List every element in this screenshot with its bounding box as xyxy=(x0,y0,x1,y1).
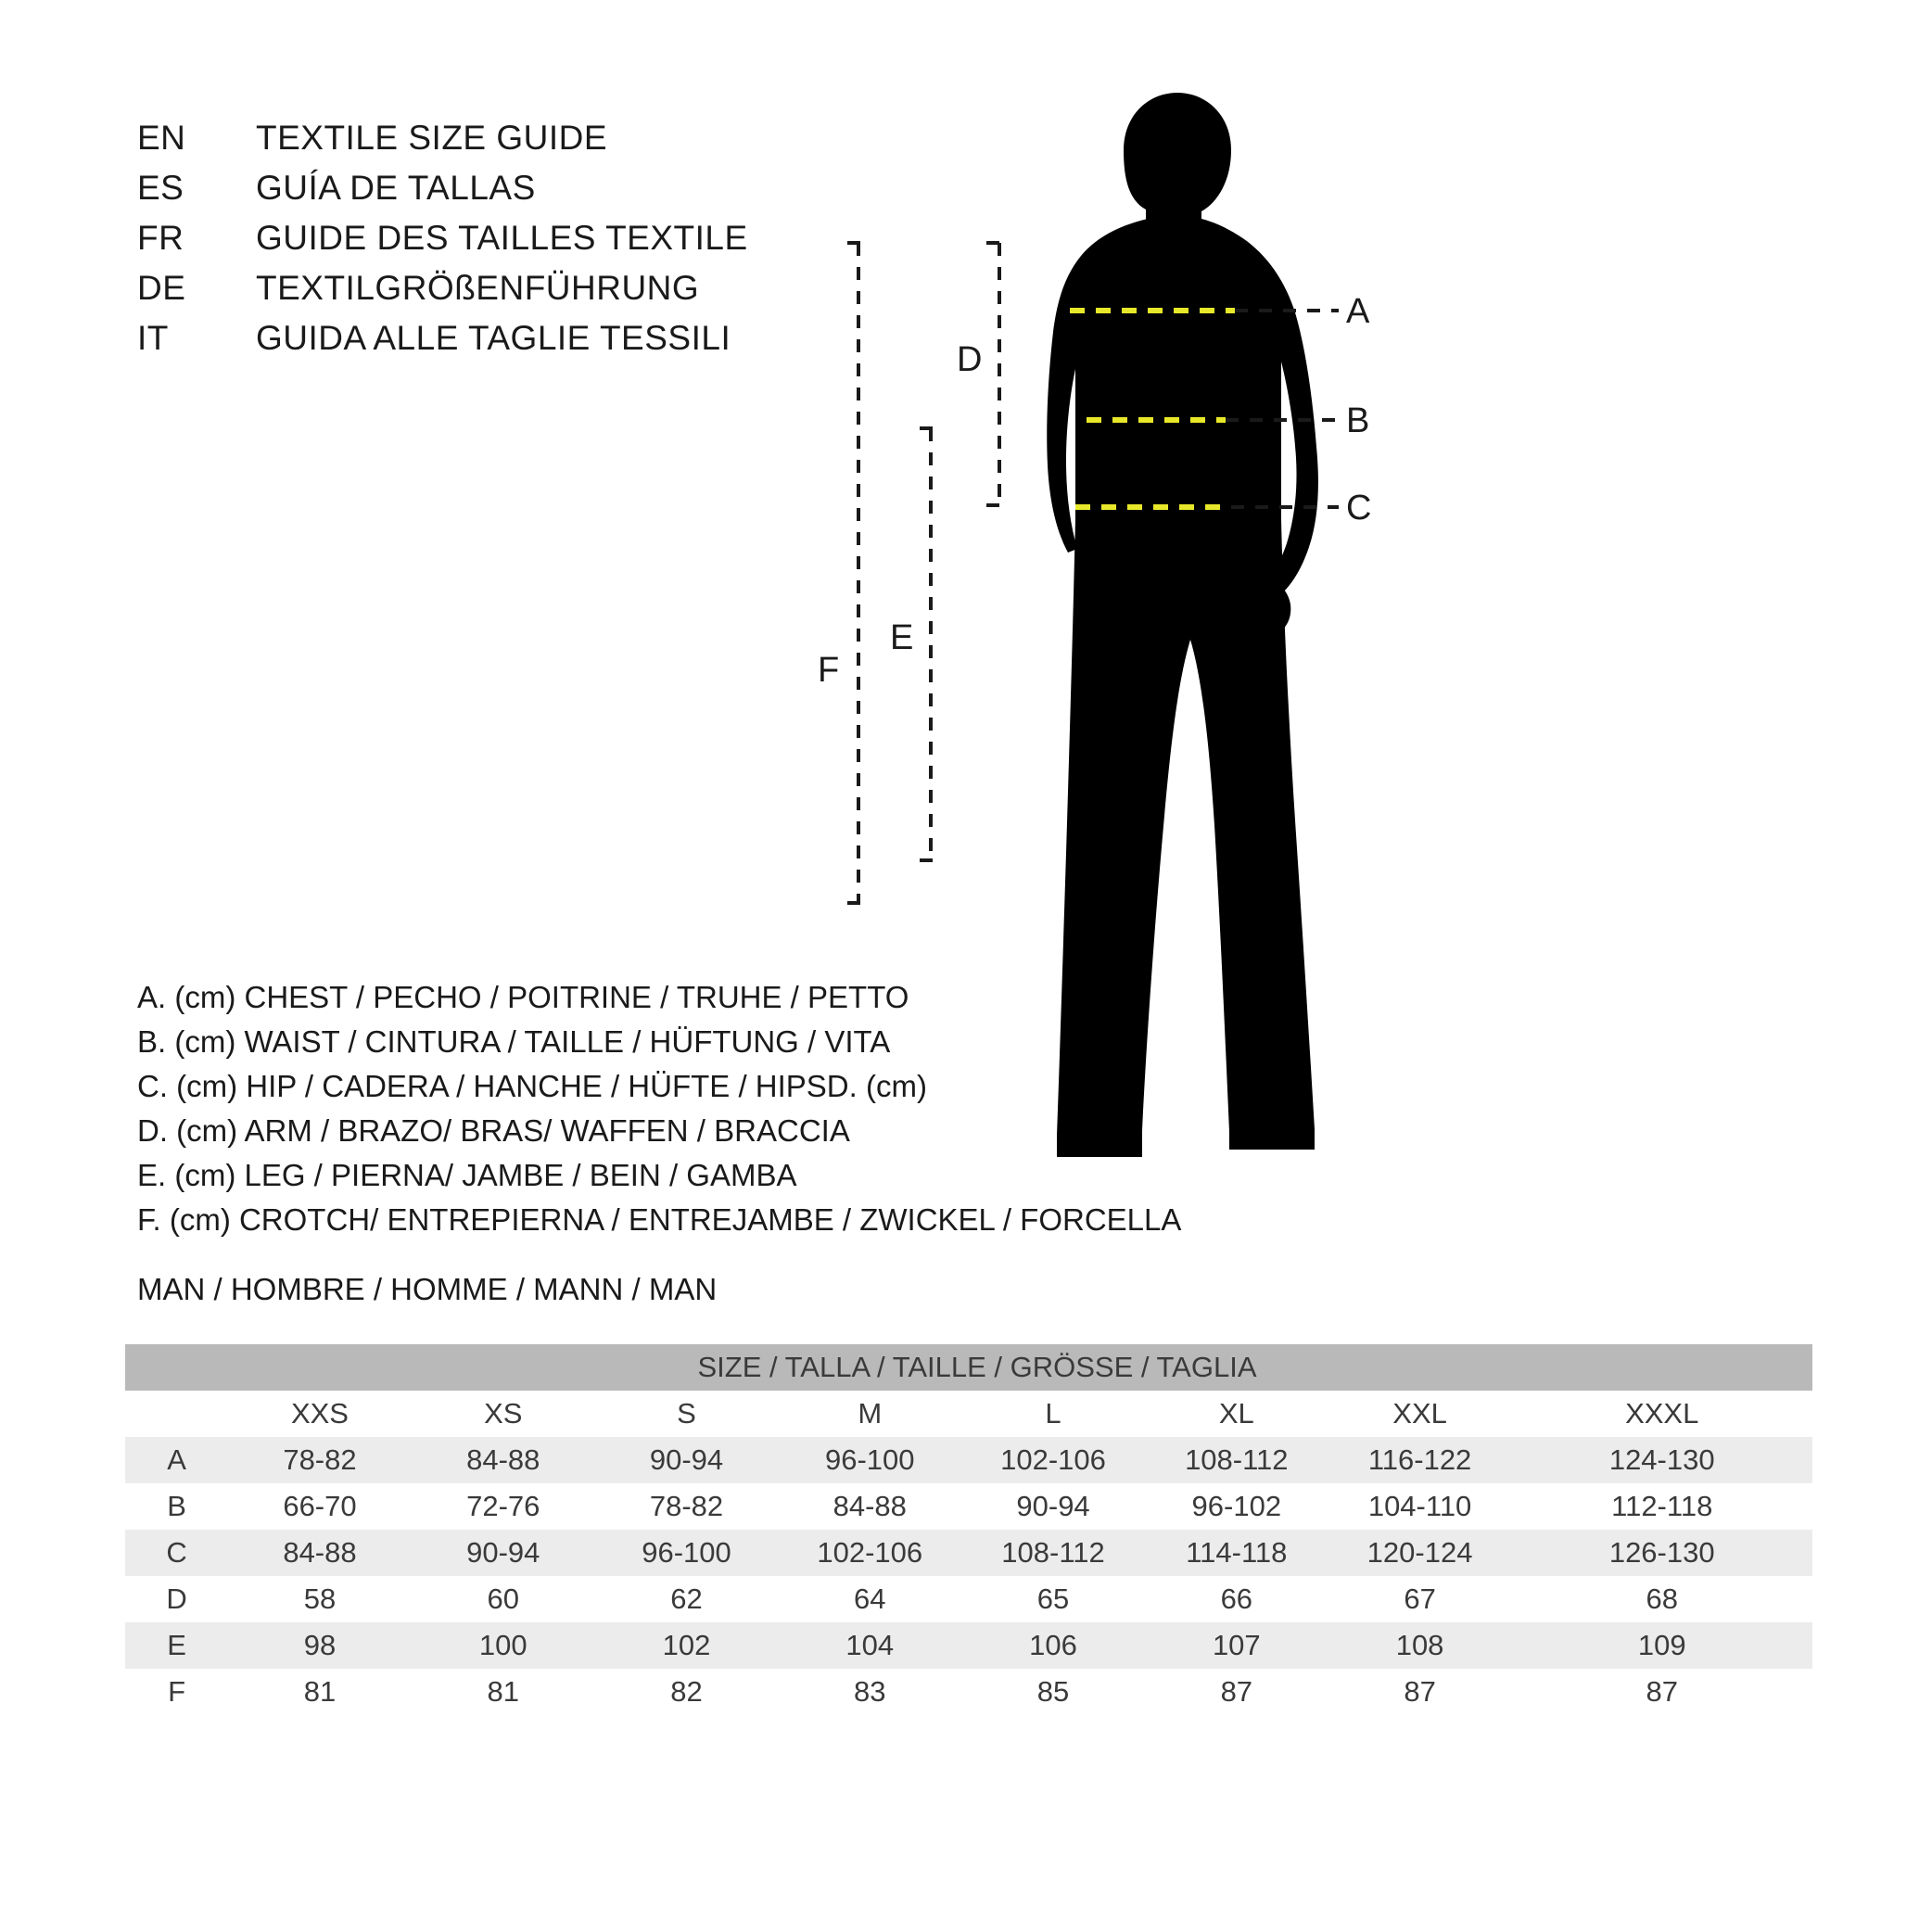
size-table-title-row xyxy=(125,1344,1812,1391)
table-cell: 104 xyxy=(778,1622,961,1669)
table-cell: 60 xyxy=(412,1576,595,1622)
legend-item: D. (cm) ARM / BRAZO/ BRAS/ WAFFEN / BRACCIA xyxy=(137,1113,850,1148)
row-label: F xyxy=(125,1669,228,1715)
row-label: D xyxy=(125,1576,228,1622)
table-cell: 109 xyxy=(1511,1622,1812,1669)
language-code: IT xyxy=(137,319,169,357)
table-row xyxy=(125,1437,1812,1483)
table-cell: 96-100 xyxy=(778,1437,961,1483)
table-cell: 126-130 xyxy=(1511,1530,1812,1576)
table-cell: 90-94 xyxy=(412,1530,595,1576)
table-cell: 102-106 xyxy=(961,1437,1145,1483)
language-title: TEXTILGRÖßENFÜHRUNG xyxy=(256,269,700,307)
language-title: TEXTILE SIZE GUIDE xyxy=(256,119,608,157)
table-cell: 78-82 xyxy=(595,1483,779,1530)
table-row xyxy=(125,1576,1812,1622)
table-cell: 66-70 xyxy=(228,1483,412,1530)
table-cell: 83 xyxy=(778,1669,961,1715)
legend-item: E. (cm) LEG / PIERNA/ JAMBE / BEIN / GAMBA xyxy=(137,1158,797,1192)
language-code: ES xyxy=(137,169,184,207)
dimension-label-f: F xyxy=(818,651,840,690)
language-title: GUIDE DES TAILLES TEXTILE xyxy=(256,219,748,257)
dimension-label-d: D xyxy=(957,340,983,379)
body-measurement-diagram xyxy=(818,83,1854,1224)
language-title: GUIDA ALLE TAGLIE TESSILI xyxy=(256,319,731,357)
table-cell: 67 xyxy=(1328,1576,1512,1622)
column-header: L xyxy=(961,1391,1145,1437)
callout-label-c: C xyxy=(1346,489,1372,527)
table-row xyxy=(125,1622,1812,1669)
table-cell: 64 xyxy=(778,1576,961,1622)
column-header: S xyxy=(595,1391,779,1437)
corner-cell xyxy=(125,1391,228,1437)
language-row xyxy=(137,119,897,169)
language-row xyxy=(137,219,897,269)
legend-item: A. (cm) CHEST / PECHO / POITRINE / TRUHE / PETTO xyxy=(137,980,909,1014)
column-header: XS xyxy=(412,1391,595,1437)
language-code: FR xyxy=(137,219,184,257)
column-header: XXL xyxy=(1328,1391,1512,1437)
table-row xyxy=(125,1669,1812,1715)
table-cell: 85 xyxy=(961,1669,1145,1715)
table-cell: 124-130 xyxy=(1511,1437,1812,1483)
language-row xyxy=(137,269,897,319)
language-title: GUÍA DE TALLAS xyxy=(256,169,536,207)
row-label: E xyxy=(125,1622,228,1669)
table-cell: 108 xyxy=(1328,1622,1512,1669)
table-cell: 72-76 xyxy=(412,1483,595,1530)
column-header: M xyxy=(778,1391,961,1437)
table-cell: 62 xyxy=(595,1576,779,1622)
table-cell: 108-112 xyxy=(961,1530,1145,1576)
row-label: A xyxy=(125,1437,228,1483)
table-cell: 120-124 xyxy=(1328,1530,1512,1576)
table-cell: 68 xyxy=(1511,1576,1812,1622)
table-cell: 78-82 xyxy=(228,1437,412,1483)
table-cell: 65 xyxy=(961,1576,1145,1622)
table-cell: 58 xyxy=(228,1576,412,1622)
gender-label: MAN / HOMBRE / HOMME / MANN / MAN xyxy=(137,1272,718,1306)
table-cell: 81 xyxy=(228,1669,412,1715)
male-silhouette-icon xyxy=(1047,93,1318,1157)
table-row xyxy=(125,1483,1812,1530)
table-cell: 84-88 xyxy=(778,1483,961,1530)
table-cell: 114-118 xyxy=(1145,1530,1328,1576)
language-row xyxy=(137,169,897,219)
table-cell: 100 xyxy=(412,1622,595,1669)
table-cell: 102-106 xyxy=(778,1530,961,1576)
table-cell: 106 xyxy=(961,1622,1145,1669)
bracket-d xyxy=(986,243,1007,505)
size-table xyxy=(125,1344,1812,1715)
table-cell: 102 xyxy=(595,1622,779,1669)
table-cell: 107 xyxy=(1145,1622,1328,1669)
column-header: XL xyxy=(1145,1391,1328,1437)
language-code: EN xyxy=(137,119,186,157)
table-cell: 82 xyxy=(595,1669,779,1715)
table-cell: 112-118 xyxy=(1511,1483,1812,1530)
table-cell: 81 xyxy=(412,1669,595,1715)
size-table-wrapper xyxy=(125,1344,1812,1715)
table-cell: 90-94 xyxy=(595,1437,779,1483)
legend-item: F. (cm) CROTCH/ ENTREPIERNA / ENTREJAMBE / ZWICKEL / FORCELLA xyxy=(137,1202,1182,1237)
callout-label-b: B xyxy=(1346,401,1370,440)
language-row xyxy=(137,319,897,369)
legend-item: C. (cm) HIP / CADERA / HANCHE / HÜFTE / HIPSD. (cm) xyxy=(137,1069,927,1103)
language-title-block xyxy=(137,119,897,369)
table-cell: 96-100 xyxy=(595,1530,779,1576)
table-cell: 104-110 xyxy=(1328,1483,1512,1530)
callout-label-a: A xyxy=(1346,292,1370,331)
size-table-header-row xyxy=(125,1391,1812,1437)
table-cell: 84-88 xyxy=(228,1530,412,1576)
table-cell: 108-112 xyxy=(1145,1437,1328,1483)
table-cell: 116-122 xyxy=(1328,1437,1512,1483)
size-table-title: SIZE / TALLA / TAILLE / GRÖSSE / TAGLIA xyxy=(125,1344,1812,1391)
row-label: B xyxy=(125,1483,228,1530)
table-cell: 87 xyxy=(1328,1669,1512,1715)
table-cell: 87 xyxy=(1511,1669,1812,1715)
row-label: C xyxy=(125,1530,228,1576)
table-cell: 87 xyxy=(1145,1669,1328,1715)
table-cell: 96-102 xyxy=(1145,1483,1328,1530)
table-row xyxy=(125,1530,1812,1576)
bracket-e xyxy=(920,428,942,860)
table-cell: 98 xyxy=(228,1622,412,1669)
column-header: XXXL xyxy=(1511,1391,1812,1437)
table-cell: 66 xyxy=(1145,1576,1328,1622)
language-code: DE xyxy=(137,269,186,307)
table-cell: 84-88 xyxy=(412,1437,595,1483)
legend-item: B. (cm) WAIST / CINTURA / TAILLE / HÜFTUNG / VITA xyxy=(137,1024,891,1059)
column-header: XXS xyxy=(228,1391,412,1437)
table-cell: 90-94 xyxy=(961,1483,1145,1530)
dimension-label-e: E xyxy=(890,618,914,657)
